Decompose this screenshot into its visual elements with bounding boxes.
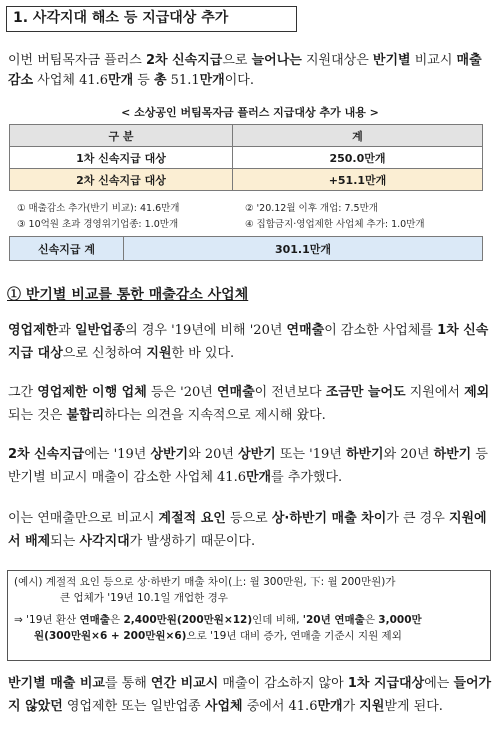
paragraph-5: 반기별 매출 비교를 통해 연간 비교시 매출이 감소하지 않아 1차 지급대상에는 들어가지 않았던 영업제한 또는 일반업종 사업체 중에서 41.6만개가 지원받게 된다. — [8, 676, 492, 714]
note-item: ① 매출감소 추가(반기 비교): 41.6만개 — [17, 203, 180, 214]
paragraph-4: 이는 연매출만으로 비교시 계절적 요인 등으로 상·하반기 매출 차이가 큰 경우 지원에서 배제되는 사각지대가 발생하기 때문이다. — [8, 511, 487, 549]
table-title: < 소상공인 버팀목자금 플러스 지급대상 추가 내용 > — [121, 106, 379, 119]
total-row — [10, 237, 483, 261]
example-result-line: ⇒ '19년 환산 연매출은 2,400만원(200만원×12)인데 비해, '20년 연매출은 3,000만 — [14, 614, 422, 626]
lead-paragraph: 이번 버팀목자금 플러스 2차 신속지급으로 늘어나는 지원대상은 반기별 비교시 매출감소 사업체 41.6만개 등 총 51.1만개이다. — [8, 53, 482, 88]
paragraph-3: 2차 신속지급에는 '19년 상반기와 20년 상반기 또는 '19년 하반기와 20년 하반기 등 반기별 비교시 매출이 감소한 사업체 41.6만개를 추가했다. — [8, 447, 488, 485]
support-target-table — [9, 124, 483, 191]
table-header-row — [10, 125, 483, 147]
example-line: (예시) 계절적 요인 등으로 상·하반기 매출 차이(上: 월 300만원, 下: 월 200만원)가 — [14, 576, 396, 588]
row-value: 250.0만개 — [233, 147, 483, 169]
note-item: ④ 집합금지·영업제한 사업체 추가: 1.0만개 — [245, 219, 425, 230]
row-label: 1차 신속지급 대상 — [10, 147, 233, 169]
note-item: ② '20.12월 이후 개업: 7.5만개 — [245, 203, 378, 214]
subheading: ① 반기별 비교를 통한 매출감소 사업체 — [7, 287, 249, 303]
table-row — [10, 147, 483, 169]
example-result-line: 원(300만원×6 + 200만원×6)으로 '19년 대비 증가, 연매출 기준시 지원 제외 — [34, 630, 402, 642]
table-row — [10, 169, 483, 191]
row-value: +51.1만개 — [233, 169, 483, 191]
arrow-icon: ⇒ — [14, 614, 23, 626]
paragraph-1: 영업제한과 일반업종의 경우 '19년에 비해 '20년 연매출이 감소한 사업체를 1차 신속지급 대상으로 신청하여 지원한 바 있다. — [8, 323, 489, 361]
example-line: 큰 업체가 '19년 10.1일 개업한 경우 — [60, 592, 228, 604]
total-table — [9, 236, 483, 261]
row-label: 2차 신속지급 대상 — [10, 169, 233, 191]
example-box — [7, 570, 491, 661]
total-value: 301.1만개 — [124, 237, 483, 261]
section-title: 1. 사각지대 해소 등 지급대상 추가 — [6, 6, 297, 32]
table-header-category: 구 분 — [10, 125, 233, 147]
table-notes — [9, 199, 483, 233]
paragraph-2: 그간 영업제한 이행 업체 등은 '20년 연매출이 전년보다 조금만 늘어도 지원에서 제외되는 것은 불합리하다는 의견을 지속적으로 제시해 왔다. — [8, 385, 490, 423]
note-item: ③ 10억원 초과 경영위기업종: 1.0만개 — [17, 219, 179, 230]
table-header-total: 계 — [233, 125, 483, 147]
total-label: 신속지급 계 — [10, 237, 124, 261]
